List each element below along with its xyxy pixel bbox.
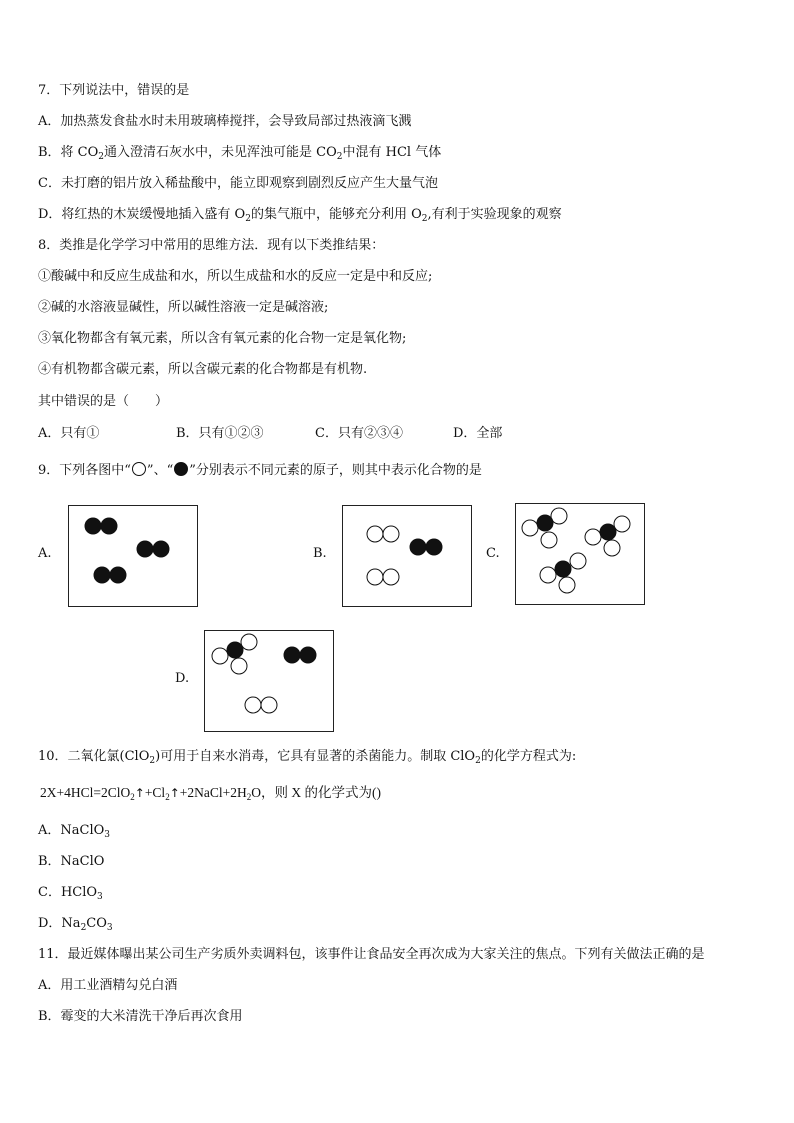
q7-option-d: D．将红热的木炭缓慢地插入盛有 $O_2$的集气瓶中，能够充分利用 $O_2$,有利于实验现象的观察 [38,207,562,224]
q8-option-c: C．只有②③④ [315,426,403,441]
q10-option-c: C．HClO$_3$ [38,885,103,902]
q8-statement-1: ①酸碱中和反应生成盐和水，所以生成盐和水的反应一定是中和反应; [38,269,433,284]
q7-stem: 7．下列说法中，错误的是 [38,83,190,98]
q10-option-a: A．NaClO$_3$ [38,823,111,840]
q8-stem: 8．类推是化学学习中常用的思维方法．现有以下类推结果： [38,238,385,253]
q7-option-b: B．将 $CO_2$通入澄清石灰水中，未见浑浊可能是 $CO_2$中混有 HCl 气体 [38,145,442,162]
q8-statement-4: ④有机物都含碳元素，所以含碳元素的化合物都是有机物. [38,362,368,377]
q8-option-d: D．全部 [453,426,503,441]
q11-option-a: A．用工业酒精勾兑白酒 [38,978,178,993]
q8-statement-2: ②碱的水溶液显碱性，所以碱性溶液一定是碱溶液; [38,300,329,315]
q11-option-b: B．霉变的大米清洗干净后再次食用 [38,1009,243,1024]
figure-b-label: B. [313,546,327,561]
q10-equation: $2X+4HCl=2ClO_2↑+Cl_2↑+2NaCl+2H_2O$，则 X 的化学式为() [40,785,381,802]
figure-a-box [68,505,198,607]
figure-d-molecules [205,631,333,731]
figure-c-box [515,503,645,605]
figure-a-label: A. [38,546,52,561]
figure-d-label: D. [175,671,190,686]
q7-option-a: A．加热蒸发食盐水时未用玻璃棒搅拌，会导致局部过热液滴飞溅 [38,114,412,129]
q7-option-c: C．未打磨的铝片放入稀盐酸中，能立即观察到剧烈反应产生大量气泡 [38,176,438,191]
figure-c-molecules [516,504,644,604]
q10-stem: 10．二氧化氯(ClO$_2$)可用于自来水消毒，它具有显著的杀菌能力。制取 ClO$_2$的化学方程式为: [38,749,577,766]
q8-option-a: A．只有① [38,426,100,441]
figure-c-label: C. [486,546,500,561]
figure-d-box [204,630,334,732]
q8-ask: 其中错误的是（ ） [38,394,169,409]
white-atom-icon [131,461,147,477]
q10-option-d: D．$Na_2CO_3$ [38,916,113,933]
figure-b-molecules [343,506,471,606]
black-atom-icon [173,461,189,477]
q11-stem: 11．最近媒体曝出某公司生产劣质外卖调料包，该事件让食品安全再次成为大家关注的焦点。下列有关做法正确的是 [38,947,705,962]
q10-option-b: B．NaClO [38,854,105,869]
figure-a-molecules [69,506,197,606]
q8-option-b: B．只有①②③ [176,426,264,441]
figure-b-box [342,505,472,607]
q8-statement-3: ③氧化物都含有氧元素，所以含有氧元素的化合物一定是氧化物; [38,331,407,346]
q9-stem: 9．下列各图中“ ”、“ ”分别表示不同元素的原子，则其中表示化合物的是 [38,463,482,478]
